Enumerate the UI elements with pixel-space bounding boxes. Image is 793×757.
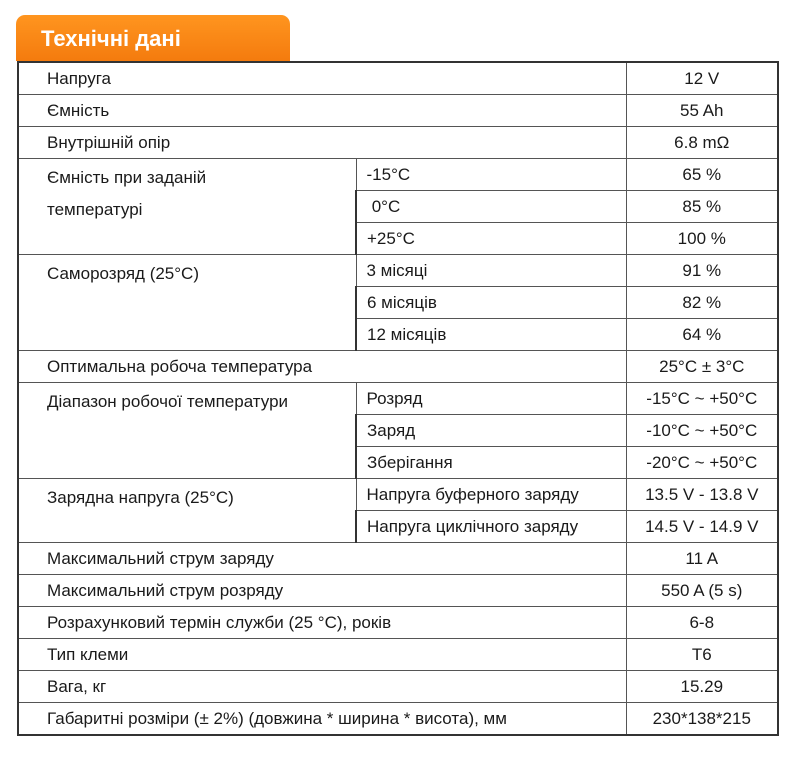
spec-group-label	[18, 383, 356, 479]
table-row-service-life	[18, 607, 778, 639]
spec-value: 55 Ah	[626, 95, 778, 127]
spec-value: 14.5 V - 14.9 V	[626, 511, 778, 543]
spec-value: 65 %	[626, 159, 778, 191]
spec-condition: +25°C	[356, 223, 626, 255]
section-title: Технічні дані	[16, 15, 290, 61]
spec-value: -15°C ~ +50°C	[626, 383, 778, 415]
spec-value: 13.5 V - 13.8 V	[626, 479, 778, 511]
spec-label: Оптимальна робоча температура	[18, 351, 626, 383]
spec-condition: 0°C	[356, 191, 626, 223]
table-row-weight	[18, 671, 778, 703]
spec-value: 6.8 mΩ	[626, 127, 778, 159]
table-row-voltage	[18, 62, 778, 95]
spec-value: T6	[626, 639, 778, 671]
spec-value: 6-8	[626, 607, 778, 639]
spec-condition: Заряд	[356, 415, 626, 447]
spec-value: 230*138*215	[626, 703, 778, 736]
spec-value: 64 %	[626, 319, 778, 351]
spec-label: Ємність	[18, 95, 626, 127]
spec-label: Внутрішній опір	[18, 127, 626, 159]
table-row-capacity-temp	[18, 159, 778, 191]
spec-condition: Напруга циклічного заряду	[356, 511, 626, 543]
table-row-operating-range	[18, 383, 778, 415]
table-row-max-discharge-current	[18, 575, 778, 607]
spec-label: Розрахунковий термін служби (25 °C), років	[18, 607, 626, 639]
spec-group-label	[18, 479, 356, 543]
table-row-dimensions	[18, 703, 778, 736]
spec-label-line: температурі	[47, 200, 143, 219]
spec-condition: Розряд	[356, 383, 626, 415]
spec-label-line: Зарядна напруга (25°C)	[47, 488, 234, 507]
spec-group-label	[18, 255, 356, 351]
spec-condition: 12 місяців	[356, 319, 626, 351]
table-row-self-discharge	[18, 255, 778, 287]
table-row-charge-voltage	[18, 479, 778, 511]
spec-condition: Напруга буферного заряду	[356, 479, 626, 511]
table-row-capacity	[18, 95, 778, 127]
spec-label: Напруга	[18, 62, 626, 95]
spec-label: Максимальний струм розряду	[18, 575, 626, 607]
spec-value: 85 %	[626, 191, 778, 223]
spec-label-line: Діапазон робочої температури	[47, 392, 289, 411]
spec-value: 15.29	[626, 671, 778, 703]
table-row-optimal-temp	[18, 351, 778, 383]
spec-value: -10°C ~ +50°C	[626, 415, 778, 447]
spec-value: -20°C ~ +50°C	[626, 447, 778, 479]
spec-label: Габаритні розміри (± 2%) (довжина * ширина * висота), мм	[18, 703, 626, 736]
spec-value: 11 A	[626, 543, 778, 575]
spec-group-label	[18, 159, 356, 255]
table-row-terminal-type	[18, 639, 778, 671]
spec-label: Тип клеми	[18, 639, 626, 671]
spec-condition: Зберігання	[356, 447, 626, 479]
spec-value: 91 %	[626, 255, 778, 287]
spec-label: Максимальний струм заряду	[18, 543, 626, 575]
spec-label-line: Ємність при заданій	[47, 168, 207, 187]
specs-table	[17, 61, 779, 736]
spec-value: 550 A (5 s)	[626, 575, 778, 607]
spec-label-line: Саморозряд (25°C)	[47, 264, 199, 283]
spec-label: Вага, кг	[18, 671, 626, 703]
table-row-max-charge-current	[18, 543, 778, 575]
spec-condition: 3 місяці	[356, 255, 626, 287]
spec-value: 82 %	[626, 287, 778, 319]
spec-value: 100 %	[626, 223, 778, 255]
spec-value: 12 V	[626, 62, 778, 95]
spec-value: 25°C ± 3°C	[626, 351, 778, 383]
table-row-internal-resistance	[18, 127, 778, 159]
spec-condition: 6 місяців	[356, 287, 626, 319]
spec-condition: -15°C	[356, 159, 626, 191]
